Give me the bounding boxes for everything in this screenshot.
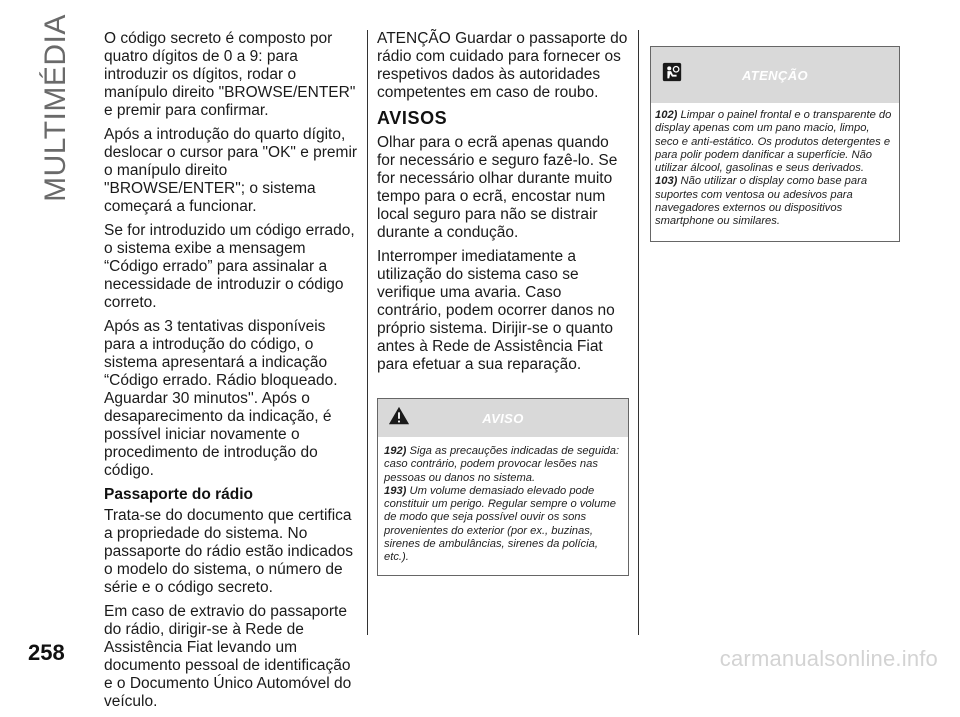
paragraph: Trata-se do documento que certifica a propriedade do sistema. No passaporte do rádio estão indicados o modelo do sistema, o número de série e o código secreto. — [104, 507, 354, 596]
paragraph: O código secreto é composto por quatro dígitos de 0 a 9: para introduzir os dígitos, rodar o manípulo direito "BROWSE/ENTER" e premir para confirmar. — [104, 30, 356, 119]
section-title: MULTIMÉDIA — [39, 14, 73, 202]
note-ref: 193) — [384, 484, 407, 497]
paragraph: Após as 3 tentativas disponíveis para a introdução do código, o sistema apresentará a indicação “Código errado. Rádio bloqueado. Aguardar 30 minutos''. Após o desaparecimento da indicação, é possível iniciar novamente o procedimento de introdução do código. — [104, 318, 338, 479]
warning-triangle-icon — [388, 405, 410, 427]
note-item — [384, 445, 622, 485]
paragraph: Após a introdução do quarto dígito, deslocar o cursor para "OK" e premir o manípulo direito "BROWSE/ENTER"; o sistema começará a funcionar. — [104, 126, 358, 215]
note-item — [655, 175, 895, 228]
section-heading: Passaporte do rádio — [104, 486, 254, 503]
airbag-warning-icon — [661, 61, 683, 83]
note-text: Siga as precauções indicadas de seguida: caso contrário, podem provocar lesões nas pessoas ou danos no sistema. — [384, 445, 620, 484]
note-text: Não utilizar o display como base para suportes com ventosa ou adesivos para navegadores externos ou dispositivos smartphone ou similares. — [655, 175, 868, 228]
note-ref: 103) — [655, 175, 678, 188]
warning-box-title: AVISO — [482, 410, 524, 426]
attention-box — [650, 46, 900, 242]
attention-box-body — [651, 103, 899, 241]
column-middle — [377, 30, 629, 576]
note-item — [655, 109, 895, 175]
attention-paragraph: ATENÇÃO Guardar o passaporte do rádio com cuidado para fornecer os respetivos dados às autoridades competentes em caso de roubo. — [377, 30, 628, 101]
paragraph: Interromper imediatamente a utilização do sistema caso se verifique uma avaria. Caso contrário, podem ocorrer danos no próprio sistema. Dirijir-se o quanto antes à Rede de Assistência Fiat para efetuar a sua reparação. — [377, 248, 615, 373]
warning-box-header — [378, 399, 628, 437]
note-ref: 102) — [655, 109, 678, 121]
paragraph: Em caso de extravio do passaporte do rádio, dirigir-se à Rede de Assistência Fiat levando um documento pessoal de identificação e o Documento Único Automóvel do veículo. — [104, 603, 352, 710]
column-left — [104, 30, 360, 717]
note-text: Um volume demasiado elevado pode constituir um perigo. Regular sempre o volume de modo que seja possível ouvir os sons provenientes do exterior (por ex., buzinas, sirenes de ambulâncias, sirenes da polícia, etc.). — [384, 484, 616, 564]
warning-box — [377, 398, 629, 576]
watermark: carmanualsonline.info — [719, 646, 938, 671]
page-number: 258 — [28, 640, 65, 665]
section-heading: AVISOS — [377, 108, 448, 128]
note-text: Limpar o painel frontal e o transparente do display apenas com um pano macio, limpo, seco e anti-estático. Os produtos detergentes e para polir podem danificar a superfície. Não utilizar álcool, gasolinas e seus derivados. — [655, 109, 892, 175]
column-divider — [367, 30, 368, 635]
column-right — [650, 30, 900, 242]
note-ref: 192) — [384, 445, 407, 457]
attention-box-header — [651, 47, 899, 103]
attention-box-title: ATENÇÃO — [741, 67, 809, 83]
note-item — [384, 485, 622, 565]
paragraph: Se for introduzido um código errado, o sistema exibe a mensagem “Código errado” para assinalar a necessidade de introduzir o código correto. — [104, 222, 355, 311]
column-divider — [638, 30, 639, 635]
paragraph: Olhar para o ecrã apenas quando for necessário e seguro fazê-lo. Se for necessário olhar durante muito tempo para o ecrã, encostar num local seguro para não se distrair durante a condução. — [377, 134, 618, 241]
warning-box-body — [378, 437, 628, 575]
